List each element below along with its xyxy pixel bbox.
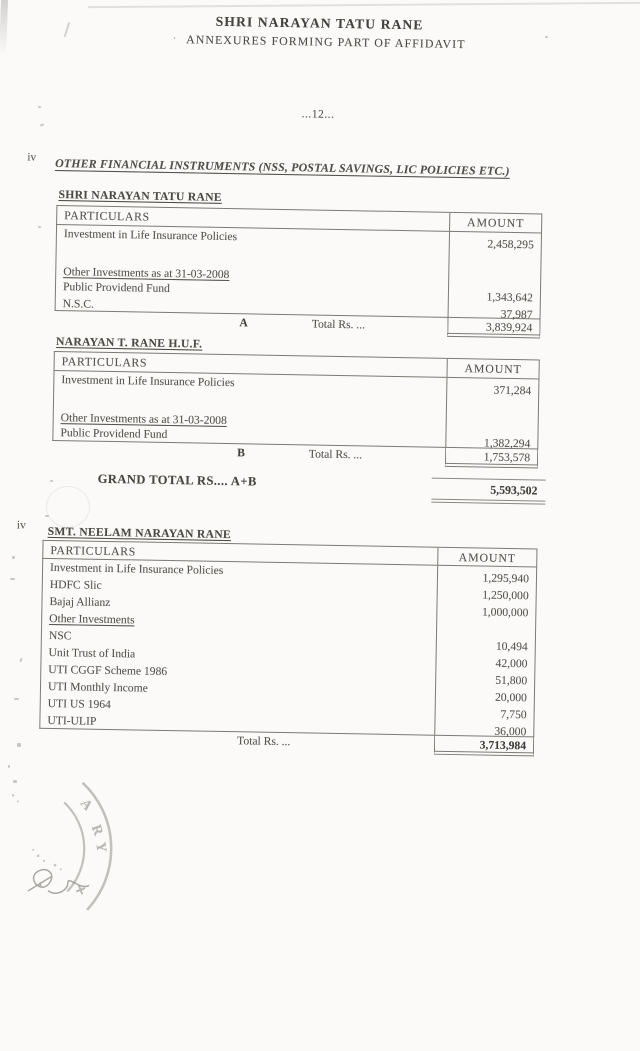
particulars-cell: Other Investments as at 31-03-2008 [53, 409, 446, 431]
column-header-particulars: PARTICULARS [54, 351, 447, 378]
total-label: Total Rs. ... [309, 447, 363, 465]
particulars-cell: UTI US 1964 [40, 695, 435, 719]
stamp-mark: ✕ [72, 882, 89, 897]
page-number: ...12... [0, 103, 638, 126]
page-title: SHRI NARAYAN TATU RANE [0, 10, 640, 37]
total-amount-cell: 3,839,924 [447, 318, 540, 339]
particulars-cell: Public Providend Fund [52, 424, 445, 448]
particulars-cell: NSC [41, 627, 436, 651]
amount-cell: 7,750 [435, 702, 535, 721]
stamp-specks [11, 794, 64, 870]
section-marker: iv [17, 519, 26, 531]
table-narayan-t-rane-huf [52, 351, 540, 468]
table-title-smt-neelam-narayan-rane: SMT. NEELAM NARAYAN RANE [48, 525, 231, 541]
stamp-letter: R [88, 823, 106, 838]
amount-cell: 1,295,940 [437, 566, 537, 585]
amount-cell: 1,343,642 [448, 285, 541, 304]
amount-cell [436, 617, 536, 636]
grand-total-label: GRAND TOTAL RS.... A+B [98, 472, 257, 490]
table-smt-neelam-narayan-rane [39, 540, 538, 757]
grand-total [51, 471, 545, 505]
particulars-cell: Bajaj Allianz [41, 593, 436, 617]
particulars-cell: Investment in Life Insurance Policies [42, 559, 437, 583]
section-marker: iv [27, 152, 36, 164]
particulars-cell: HDFC Slic [42, 576, 437, 600]
table-shri-narayan-tatu-rane [54, 205, 542, 338]
particulars-cell: UTI CGGF Scheme 1986 [40, 661, 435, 685]
stamp-letter: Y [92, 841, 108, 853]
amount-cell: 1,250,000 [437, 583, 537, 602]
amount-cell: 1,382,294 [445, 431, 538, 450]
amount-cell: 37,987 [448, 302, 541, 320]
amount-cell: 2,458,295 [449, 232, 542, 252]
amount-cell [448, 250, 541, 272]
amount-cell [446, 416, 539, 433]
particulars-cell: UTI-ULIP [39, 712, 434, 736]
total-amount-cell: 3,713,984 [434, 736, 534, 757]
amount-cell: 20,000 [435, 685, 535, 704]
total-label: Total Rs. ... [237, 734, 291, 752]
amount-cell [446, 396, 539, 418]
column-header-amount: AMOUNT [437, 547, 537, 568]
total-letter: A [239, 316, 248, 333]
amount-cell: 36,000 [434, 719, 534, 738]
particulars-cell: Investment in Life Insurance Policies [56, 225, 449, 250]
particulars-cell: Investment in Life Insurance Policies [53, 371, 446, 396]
amount-cell: 10,494 [436, 634, 536, 653]
particulars-cell: Other Investments as at 31-03-2008 [55, 263, 448, 285]
table-title-shri-narayan-tatu-rane: SHRI NARAYAN TATU RANE [59, 188, 222, 204]
column-header-amount: AMOUNT [446, 358, 539, 380]
particulars-cell: Public Providend Fund [55, 278, 448, 302]
particulars-cell: Other Investments [41, 610, 436, 634]
amount-cell: 371,284 [446, 378, 539, 398]
stamp-letter: A [77, 796, 96, 814]
column-header-amount: AMOUNT [449, 212, 542, 234]
total-letter: B [237, 446, 245, 463]
grand-total-amount: 5,593,502 [431, 478, 545, 505]
amount-cell: 1,000,000 [436, 600, 536, 619]
amount-cell: 51,800 [435, 668, 535, 687]
total-label: Total Rs. ... [312, 317, 366, 335]
notary-stamp [0, 778, 152, 946]
particulars-cell: UTI Monthly Income [40, 678, 435, 702]
section-heading: OTHER FINANCIAL INSTRUMENTS (NSS, POSTAL SAVINGS, LIC POLICIES ETC.) [55, 156, 510, 179]
column-header-particulars: PARTICULARS [42, 540, 437, 566]
particulars-cell: Unit Trust of India [40, 644, 435, 668]
stamp-inner-arc [63, 802, 85, 891]
stray-dot: · [173, 33, 177, 43]
column-header-particulars: PARTICULARS [56, 205, 449, 232]
table-title-narayan-t-rane-huf: NARAYAN T. RANE H.U.F. [56, 335, 203, 351]
total-amount-cell: 1,753,578 [445, 448, 538, 469]
particulars-cell: N.S.C. [55, 295, 448, 318]
amount-cell [448, 270, 541, 287]
amount-cell: 42,000 [435, 651, 535, 670]
page-subtitle-text: ANNEXURES FORMING PART OF AFFIDAVIT [186, 32, 466, 51]
